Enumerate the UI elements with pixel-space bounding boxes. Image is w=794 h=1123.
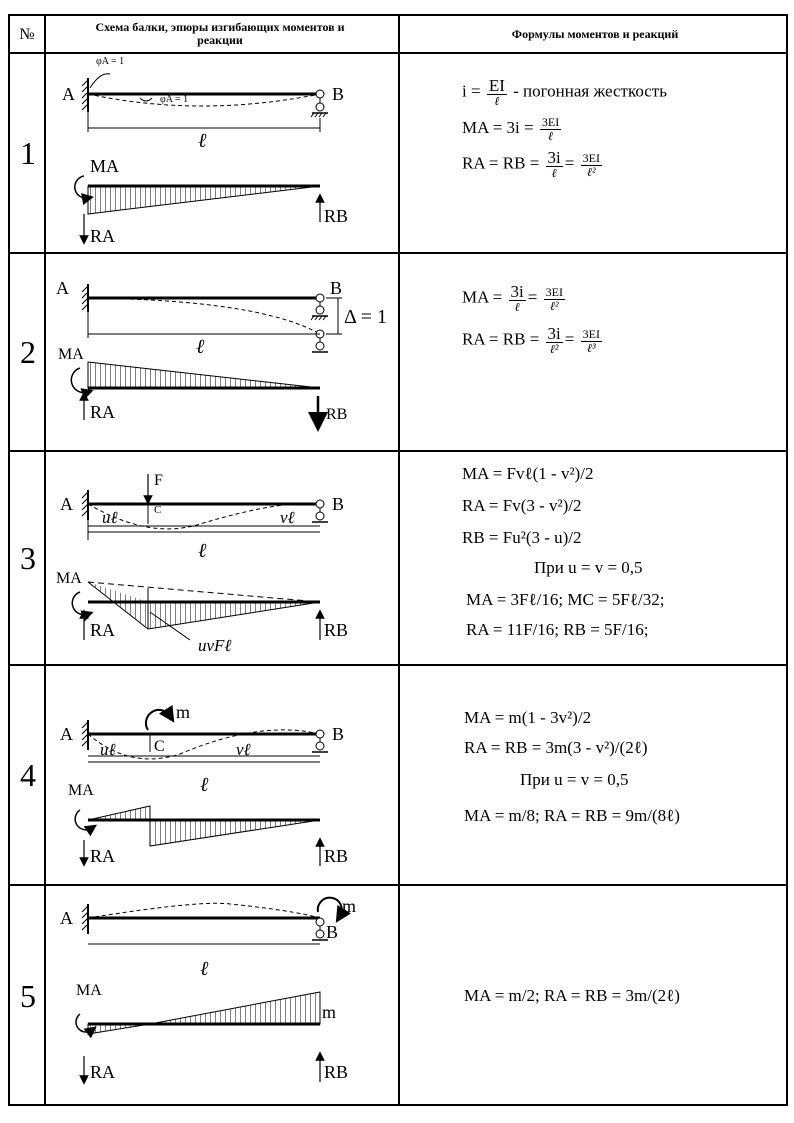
label-ra: RA: [90, 226, 116, 246]
header-number: №: [19, 25, 35, 43]
label-vl: vℓ: [236, 740, 251, 759]
formula-text: i =: [462, 81, 481, 101]
label-ma: MA: [76, 982, 102, 999]
fraction: $\frac{3EI}{\text{ℓ²}}$: [582, 150, 600, 179]
label-b: B: [332, 84, 345, 104]
label-rb: RB: [326, 406, 348, 423]
label-c: C: [154, 504, 162, 516]
formula-line: RB = Fu²(3 - u)/2: [462, 528, 582, 547]
header-scheme: Схема балки, эпюры изгибающих моментов и реакции: [95, 20, 345, 47]
row-number: 4: [20, 756, 36, 793]
formula-moment: MA = 3i = $\frac{3EI}{\text{ℓ}}$: [462, 115, 560, 143]
label-length: ℓ: [198, 540, 207, 562]
formula-line: MA = m/8; RA = RB = 9m/(8ℓ): [464, 806, 680, 825]
label-ma: MA: [58, 346, 84, 363]
label-f: F: [154, 472, 163, 489]
formula-line: При u = v = 0,5: [520, 770, 629, 789]
label-m: m: [342, 896, 357, 916]
label-a: A: [56, 278, 69, 298]
formula-moment: MA = $\frac{3i}{\text{ℓ}}$ = $\frac{3EI}{\text{ℓ²}}$: [462, 282, 563, 314]
label-a: A: [60, 724, 73, 744]
formula-reactions: RA = RB = $\frac{3i}{\text{ℓ}}$ = $\frac{3EI}{\text{ℓ²}}$: [462, 148, 600, 180]
label-length: ℓ: [200, 958, 209, 980]
row-number: 5: [20, 977, 36, 1014]
fraction: $\frac{3EI}{\text{ℓ}}$: [541, 115, 560, 143]
formula-line: RA = Fv(3 - v²)/2: [462, 496, 582, 515]
label-ma: MA: [56, 570, 82, 587]
label-delta: Δ = 1: [344, 306, 388, 328]
label-rb: RB: [324, 620, 349, 640]
label-vl: vℓ: [280, 508, 295, 527]
label-m: m: [176, 702, 191, 722]
label-length: ℓ: [196, 336, 205, 358]
label-ma: MA: [90, 156, 120, 176]
label-rb: RB: [324, 206, 349, 226]
label-ra: RA: [90, 402, 116, 422]
label-b: B: [326, 922, 339, 942]
label-ma: MA: [68, 782, 94, 799]
formula-stiffness: [462, 78, 667, 107]
label-rb: RB: [324, 1062, 349, 1082]
label-a: A: [60, 494, 73, 514]
formula-text: - погонная жесткость: [513, 81, 667, 101]
label-ul: uℓ: [100, 740, 116, 759]
row-number: 3: [20, 539, 36, 576]
label-ra: RA: [90, 846, 116, 866]
formula-line: При u = v = 0,5: [534, 558, 643, 577]
formula-line: MA = m(1 - 3v²)/2: [464, 708, 592, 727]
label-phi-mid: φA = 1: [160, 94, 189, 105]
label-a: A: [62, 84, 75, 104]
formula-line: RA = 11F/16; RB = 5F/16;: [466, 620, 649, 639]
label-b: B: [332, 494, 345, 514]
label-b: B: [332, 724, 345, 744]
formula-line: MA = m/2; RA = RB = 3m/(2ℓ): [464, 986, 680, 1005]
label-ra: RA: [90, 1062, 116, 1082]
header-formulas: Формулы моментов и реакций: [511, 26, 679, 41]
formula-reactions: RA = RB = $\frac{3i}{\text{ℓ²}}$ = $\frac{3EI}{\text{ℓ³}}$: [462, 324, 600, 356]
formula-line: RA = RB = 3m(3 - v²)/(2ℓ): [464, 738, 648, 757]
label-rb: RB: [324, 846, 349, 866]
label-c: C: [154, 738, 165, 755]
label-ul: uℓ: [102, 508, 118, 527]
fraction: $\frac{3EI}{\text{ℓ³}}$: [582, 326, 600, 355]
fraction: $\frac{3i}{\text{ℓ²}}$: [547, 324, 561, 356]
label-ra: RA: [90, 620, 116, 640]
label-b: B: [330, 278, 343, 298]
fraction: $\frac{EI}{\text{ℓ}}$: [488, 76, 505, 108]
label-m-diagram: m: [322, 1002, 337, 1022]
label-length: ℓ: [200, 774, 209, 796]
row-number: 2: [20, 333, 36, 370]
formula-line: MA = 3Fℓ/16; MC = 5Fℓ/32;: [466, 590, 665, 609]
row5-beam-diagram: [76, 898, 342, 1082]
fraction: $\frac{3EI}{\text{ℓ²}}$: [545, 284, 563, 313]
row-number: 1: [20, 134, 36, 171]
fraction: $\frac{3i}{\text{ℓ}}$: [547, 148, 561, 180]
label-phi-top: φA = 1: [96, 56, 125, 67]
formula-line: MA = Fvℓ(1 - v²)/2: [462, 464, 594, 483]
label-uvfl: uvFℓ: [198, 636, 232, 655]
label-a: A: [60, 908, 73, 928]
label-length: ℓ: [198, 130, 207, 152]
fraction: $\frac{3i}{\text{ℓ}}$: [510, 282, 524, 314]
